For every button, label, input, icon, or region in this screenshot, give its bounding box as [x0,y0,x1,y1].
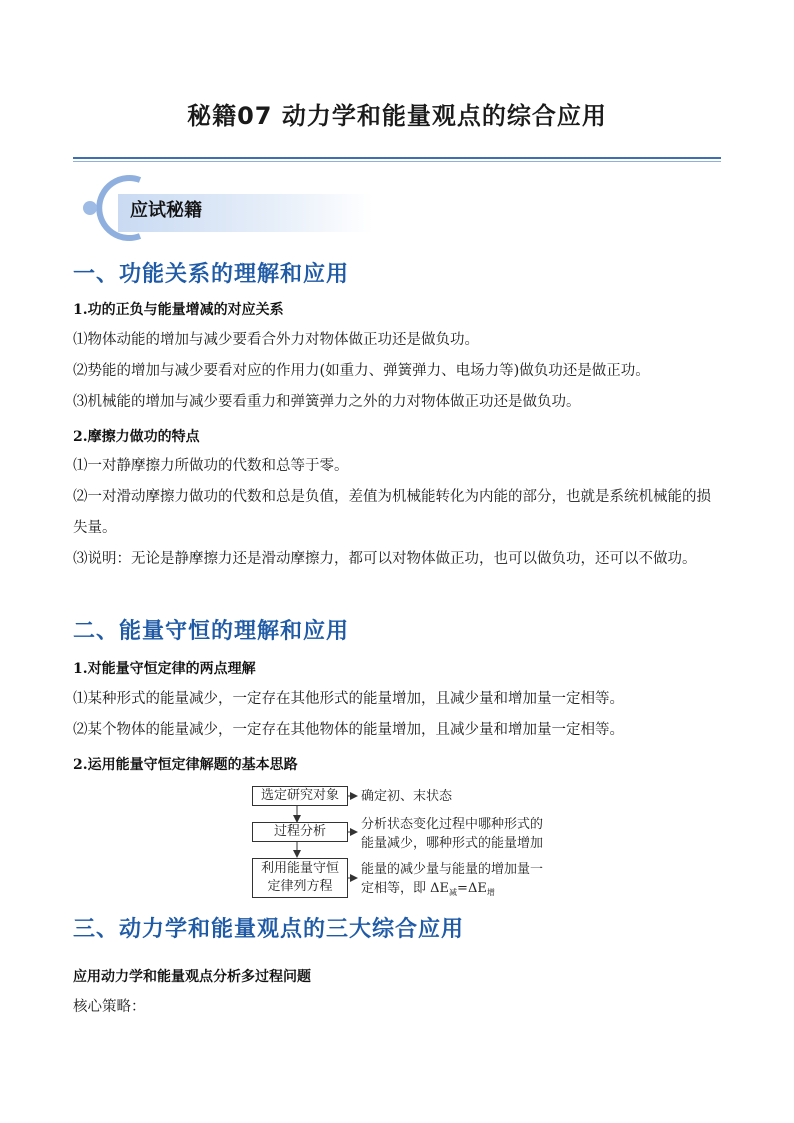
subheading-2-1: 1.对能量守恒定律的两点理解 [73,661,256,677]
flow-box-select-object: 选定研究对象 [252,786,348,806]
equation [430,881,495,896]
eq-equals: = [457,881,468,896]
flow-note-2-line2: 能量减少，哪种形式的能量增加 [361,836,544,851]
eq-left: ΔE [430,881,450,896]
eq-right-sub: 增 [486,888,495,897]
paragraph-1-1-2: ⑵势能的增加与减少要看对应的作用力(如重力、弹簧弹力、电场力等)做负功还是做正功。 [73,363,650,379]
paragraph-1-2-2: ⑵一对滑动摩擦力做功的代数和总是负值，差值为机械能转化为内能的部分，也就是系统机械能的损失量。 [73,489,711,536]
paragraph-2-1-2: ⑵某个物体的能量减少，一定存在其他物体的能量增加，且减少量和增加量一定相等。 [73,722,624,738]
flow-box-process-analysis: 过程分析 [252,822,348,842]
paragraph-1-1-3: ⑶机械能的增加与减少要看重力和弹簧弹力之外的力对物体做正功还是做负功。 [73,394,581,410]
title-rule [73,157,721,159]
flow-note-3-text: 定相等，即 [361,881,427,896]
section-heading-1: 一、功能关系的理解和应用 [73,262,350,287]
subheading-1-1: 1.功的正负与能量增减的对应关系 [73,302,284,318]
flow-note-2-line1: 分析状态变化过程中哪种形式的 [361,817,544,832]
flow-note-3-line2 [361,879,543,899]
flow-note-3 [361,860,543,899]
banner-dot [83,201,97,215]
flow-box-apply-law-line2: 定律列方程 [267,879,333,894]
section-heading-3: 三、动力学和能量观点的三大综合应用 [73,917,465,942]
eq-right: ΔE [467,881,487,896]
flow-box-apply-law-line1: 利用能量守恒 [260,861,339,876]
banner-label: 应试秘籍 [130,200,202,221]
section-heading-2: 二、能量守恒的理解和应用 [73,619,350,644]
flow-box-apply-law [252,858,348,898]
paragraph-1-2-3: ⑶说明：无论是静摩擦力还是滑动摩擦力，都可以对物体做正功，也可以做负功，还可以不做功。 [73,551,697,567]
title-rule-thin [73,161,721,162]
paragraph-2-1-1: ⑴某种形式的能量减少，一定存在其他形式的能量增加，且减少量和增加量一定相等。 [73,691,624,707]
subheading-3-1: 应用动力学和能量观点分析多过程问题 [73,969,311,985]
eq-left-sub: 减 [449,888,458,897]
flow-note-2 [361,815,543,853]
subheading-2-2: 2.运用能量守恒定律解题的基本思路 [73,757,298,773]
paragraph-1-2-1: ⑴一对静摩擦力所做功的代数和总等于零。 [73,458,349,474]
paragraph-3-1: 核心策略： [73,999,146,1015]
section-banner [78,172,378,242]
paragraph-1-1-1: ⑴物体动能的增加与减少要看合外力对物体做正功还是做负功。 [73,332,479,348]
flow-note-1: 确定初、末状态 [361,789,453,804]
page-title: 秘籍07 动力学和能量观点的综合应用 [187,102,607,130]
subheading-1-2: 2.摩擦力做功的特点 [73,429,200,445]
flow-note-3-line1: 能量的减少量与能量的增加量一 [361,862,544,877]
